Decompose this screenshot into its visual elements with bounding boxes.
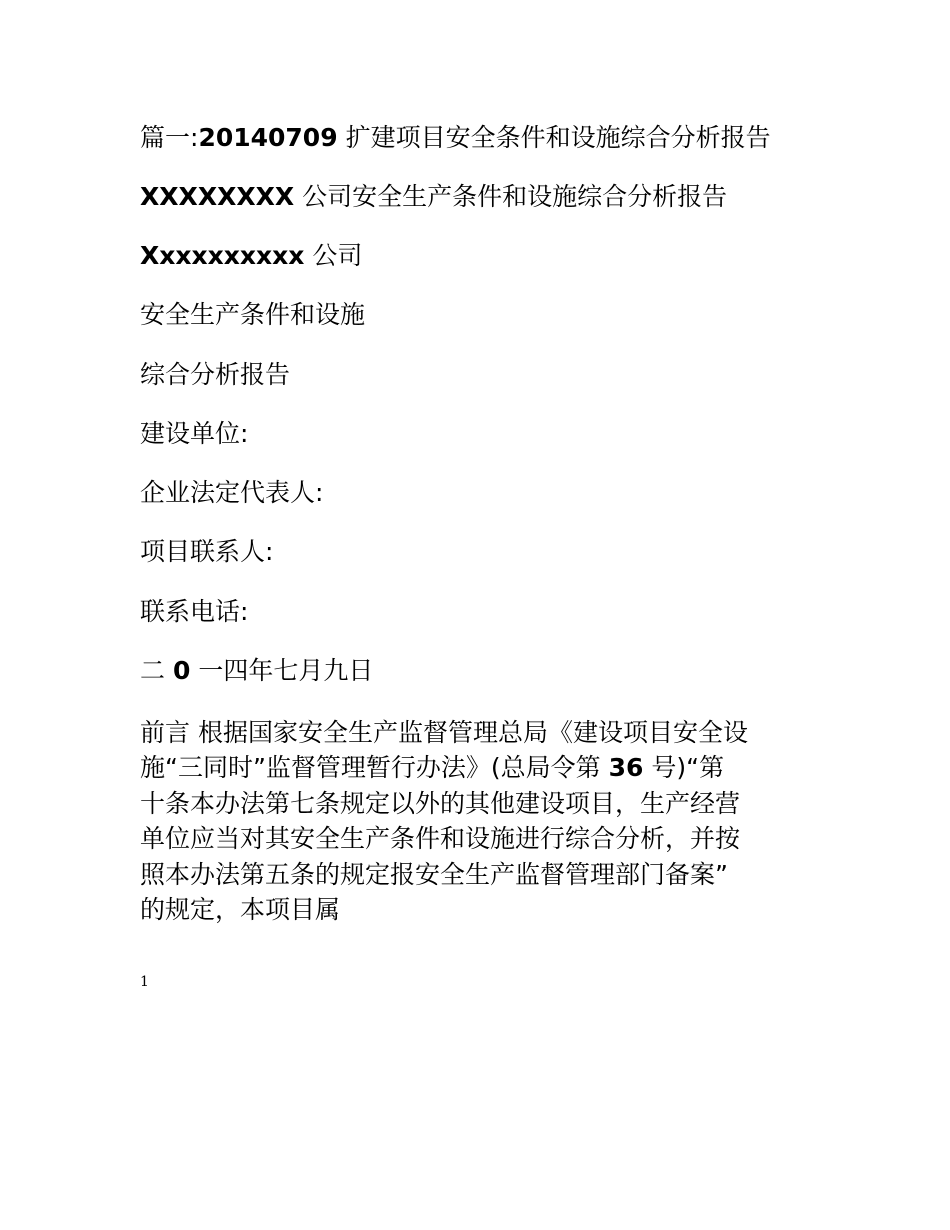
legal-representative-label: 企业法定代表人:	[140, 478, 324, 507]
report-date	[140, 656, 373, 686]
page-number: 1	[140, 974, 149, 990]
title-prefix: 篇一:	[140, 123, 199, 152]
preface-line: 照本办法第五条的规定报安全生产监督管理部门备案”	[140, 859, 728, 889]
company-name-placeholder: Xxxxxxxxxx	[140, 241, 305, 270]
title-line	[140, 123, 771, 153]
order-number: 36	[608, 753, 644, 783]
preface-line: 单位应当对其安全生产条件和设施进行综合分析，并按	[140, 824, 741, 854]
contact-phone-label: 联系电话:	[140, 597, 249, 626]
preface-line: 前言 根据国家安全生产监督管理总局《建设项目安全设	[140, 718, 748, 747]
project-contact-label: 项目联系人:	[140, 537, 274, 566]
preface-paragraph	[140, 715, 820, 927]
date-zero: 0	[172, 656, 191, 685]
company-report-heading	[140, 182, 727, 212]
title-date-number: 20140709	[198, 123, 338, 152]
date-part-2: 一四年七月九日	[198, 656, 374, 685]
construction-unit-label: 建设单位:	[140, 419, 249, 448]
preface-line-text: 施“三同时”监督管理暂行办法》(总局令第	[140, 753, 601, 783]
company-placeholder: XXXXXXXX	[140, 182, 295, 211]
preface-line-text: 号)“第	[651, 753, 725, 783]
company-report-text: 公司安全生产条件和设施综合分析报告	[302, 182, 728, 211]
title-text: 扩建项目安全条件和设施综合分析报告	[345, 123, 771, 152]
date-part-1: 二	[140, 656, 166, 685]
preface-line: 的规定，本项目属	[140, 895, 341, 925]
company-suffix: 公司	[312, 241, 363, 270]
preface-line: 十条本办法第七条规定以外的其他建设项目，生产经营	[140, 788, 741, 818]
subtitle-line-1: 安全生产条件和设施	[140, 300, 366, 329]
company-name-line	[140, 241, 362, 271]
preface-line	[140, 750, 820, 785]
subtitle-line-2: 综合分析报告	[140, 360, 291, 389]
